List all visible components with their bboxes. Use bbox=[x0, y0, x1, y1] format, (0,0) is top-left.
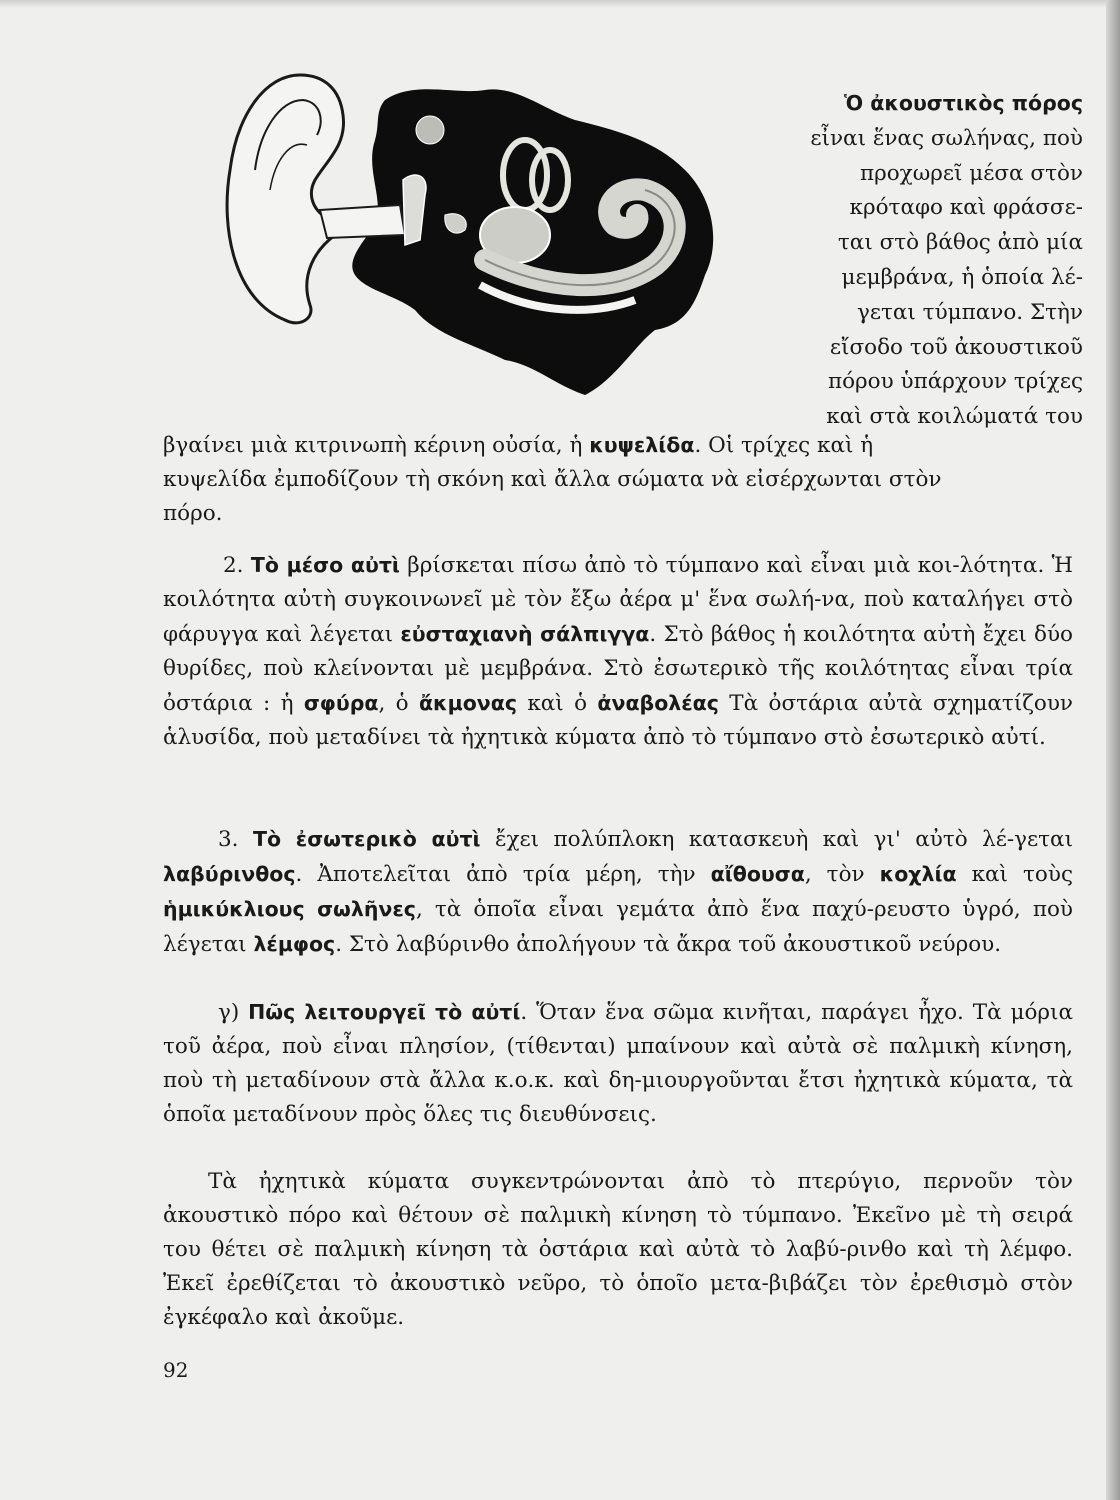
paragraph-1 bbox=[163, 428, 1073, 531]
paragraph-3: 3. Τὸ ἐσωτερικὸ αὐτὶ ἔχει πολύπλοκη κατασκευὴ καὶ γι' αὐτὸ λέ-γεται λαβύρινθος. Ἀποτελεῖται ἀπὸ τρία μέρη, τὴν αἴθουσα, τὸν κοχλία καὶ τοὺς ἡμικύκλιους σωλῆνες, τὰ ὁποῖα εἶναι γεμάτα ἀπὸ ἕνα παχύ-ρευστο ὑγρό, ποὺ λέγεται λέμφος. Στὸ λαβύρινθο ἀπολήγουν τὰ ἄκρα τοῦ ἀκουστικοῦ νεύρου. bbox=[163, 827, 1073, 957]
p1-line-2: κυψελίδα ἐμποδίζουν τὴ σκόνη καὶ ἄλλα σώματα νὰ εἰσέρχωνται στὸν bbox=[163, 467, 942, 492]
side-line-5: ται στὸ βάθος ἀπὸ μία bbox=[837, 230, 1083, 256]
page-top-edge bbox=[0, 0, 1120, 8]
side-text-column bbox=[790, 86, 1083, 435]
paragraph-4: γ) Πῶς λειτουργεῖ τὸ αὐτί. Ὅταν ἕνα σῶμα κινῆται, παράγει ἦχο. Τὰ μόρια τοῦ ἀέρα, ποὺ εἶναι πλησίον, (τίθενται) μπαίνουν καὶ αὐτὰ σὲ παλμικὴ κίνηση, ποὺ τὴ μεταδίνουν στὰ ἄλλα κ.ο.κ. καὶ δη-μιουργοῦνται ἔτσι ἠχητικὰ κύματα, τὰ ὁποῖα μεταδίνουν πρὸς ὅλες τις διευθύνσεις. bbox=[163, 1000, 1074, 1127]
pinna-shape bbox=[227, 75, 343, 323]
side-line-1: Ὁ ἀκουστικὸς πόρος bbox=[843, 91, 1083, 115]
page-number: 92 bbox=[163, 1358, 189, 1382]
p1-line-1: βγαίνει μιὰ κιτρινωπὴ κέρινη οὐσία, ἡ κυψελίδα. Οἱ τρίχες καὶ ἡ bbox=[163, 433, 874, 458]
p1-line-3: πόρο. bbox=[163, 501, 223, 526]
side-line-9: πόρου ὑπάρχουν τρίχες bbox=[827, 369, 1083, 395]
paragraph-5: Τὰ ἠχητικὰ κύματα συγκεντρώνονται ἀπὸ τὸ πτερύγιο, περνοῦν τὸν ἀκουστικὸ πόρο καὶ θέτουν σὲ παλμικὴ κίνηση τὸ τύμπανο. Ἐκεῖνο μὲ τὴ σειρά του θέτει σὲ παλμικὴ κίνηση τὰ ὀστάρια καὶ αὐτὰ τὸ λαβύ-ρινθο καὶ τὴ λέμφο. Ἐκεῖ ἐρεθίζεται τὸ ἀκουστικὸ νεῦρο, τὸ ὁποῖο μετα-βιβάζει τὸν ἐρεθισμὸ στὸν ἐγκέφαλο καὶ ἀκοῦμε. bbox=[163, 1169, 1073, 1330]
side-line-10: καὶ στὰ κοιλώματά του bbox=[826, 404, 1083, 430]
side-line-4: κρόταφο καὶ φράσσε- bbox=[849, 195, 1083, 221]
side-line-2: εἶναι ἕνας σωλήνας, ποὺ bbox=[810, 125, 1083, 151]
page-spine-shadow bbox=[1106, 0, 1120, 1500]
side-line-6: μεμβράνα, ἡ ὁποία λέ- bbox=[841, 264, 1083, 290]
side-line-7: γεται τύμπανο. Στὴν bbox=[857, 299, 1083, 325]
paragraph-2: 2. Τὸ μέσο αὐτὶ βρίσκεται πίσω ἀπὸ τὸ τύμπανο καὶ εἶναι μιὰ κοι-λότητα. Ἡ κοιλότητα αὐτὴ συγκοινωνεῖ μὲ τὸν ἔξω ἀέρα μ' ἕνα σωλή-να, ποὺ καταλήγει στὸ φάρυγγα καὶ λέγεται εὐσταχιανὴ σάλπιγγα. Στὸ βάθος ἡ κοιλότητα αὐτὴ ἔχει δύο θυρίδες, ποὺ κλείνονται μὲ μεμβράνα. Στὸ ἐσωτερικὸ τῆς κοιλότητας εἶναι τρία ὀστάρια : ἡ σφύρα, ὁ ἄκμονας καὶ ὁ ἀναβολέας Τὰ ὀστάρια αὐτὰ σχηματίζουν ἁλυσίδα, ποὺ μεταδίνει τὰ ἠχητικὰ κύματα ἀπὸ τὸ τύμπανο στὸ ἐσωτερικὸ αὐτί. bbox=[163, 553, 1073, 750]
side-line-3: προχωρεῖ μέσα στὸν bbox=[859, 160, 1083, 186]
ear-anatomy-illustration bbox=[215, 60, 735, 400]
side-line-8: εἴσοδο τοῦ ἀκουστικοῦ bbox=[829, 334, 1083, 360]
